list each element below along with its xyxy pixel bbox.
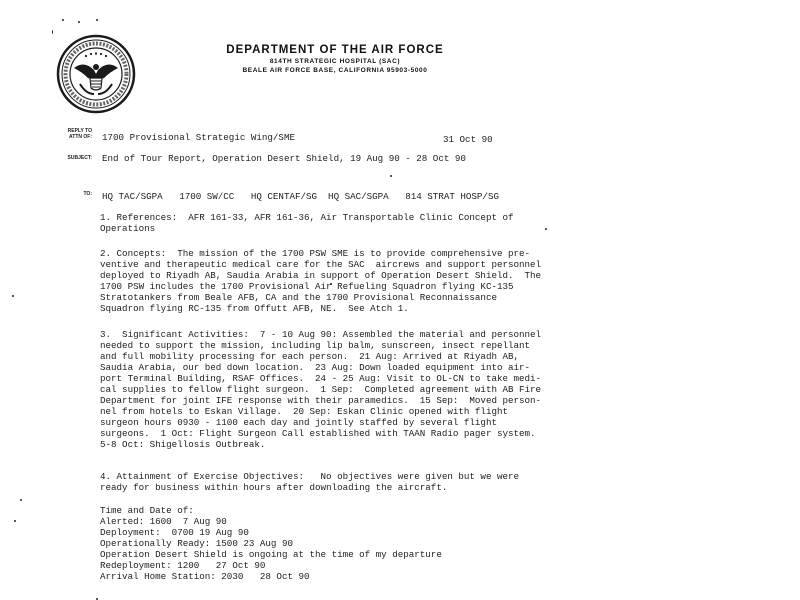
to-line: HQ TAC/SGPA 1700 SW/CC HQ CENTAF/SG HQ SAC/SGPA 814 STRAT HOSP/SG [102, 191, 499, 202]
timeline-line: Alerted: 1600 7 Aug 90 [100, 516, 227, 527]
paragraph-references [100, 212, 570, 234]
timeline-line: Operationally Ready: 1500 23 Aug 90 [100, 538, 293, 549]
paragraph-line: port Terminal Building, RSAF Offices. 24 - 25 Aug: Visit to OL-CN to take medi- [100, 373, 542, 384]
scan-speck [78, 21, 80, 23]
paragraph-line: 1700 PSW includes the 1700 Provisional Air Refueling Squadron flying KC-135 [100, 281, 514, 292]
subject-label: SUBJECT: [67, 155, 92, 161]
memo-date: 31 Oct 90 [443, 134, 493, 145]
from-line: 1700 Provisional Strategic Wing/SME [102, 132, 295, 143]
paragraph-objectives [100, 471, 570, 493]
scan-speck [62, 19, 64, 21]
letterhead-address: BEALE AIR FORCE BASE, CALIFORNIA 95903-5000 [242, 67, 428, 74]
reply-to-text: REPLY TO [67, 128, 92, 134]
paragraph-line: 3. Significant Activities: 7 - 10 Aug 90: Assembled the material and personnel [100, 329, 542, 340]
paragraph-line: cal supplies to fellow flight surgeon. 1 Sep: Completed agreement with AB Fire [100, 384, 542, 395]
paragraph-line: deployed to Riyadh AB, Saudia Arabia in support of Operation Desert Shield. The [100, 270, 542, 281]
to-label: TO: [83, 191, 92, 197]
letterhead-title: DEPARTMENT OF THE AIR FORCE [226, 44, 444, 56]
department-of-defense-seal-icon [56, 34, 136, 114]
paragraph-line: surgeon hours 0930 - 1100 each day and jointly staffed by several flight [100, 417, 497, 428]
paragraph-significant-activities [100, 329, 570, 450]
paragraph-concepts [100, 248, 570, 314]
scan-speck [52, 30, 53, 34]
paragraph-line: Operations [100, 223, 156, 234]
paragraph-line: ready for business within hours after downloading the aircraft. [100, 482, 448, 493]
scan-speck [12, 295, 14, 297]
paragraph-line: surgeons. 1 Oct: Flight Surgeon Call established with TAAN Radio pager system. [100, 428, 536, 439]
scan-speck [390, 175, 392, 177]
paragraph-line: 5-8 Oct: Shigellosis Outbreak. [100, 439, 266, 450]
paragraph-line: needed to support the mission, including lip balm, sunscreen, insect repellant [100, 340, 531, 351]
timeline-line: Operation Desert Shield is ongoing at the time of my departure [100, 549, 442, 560]
paragraph-line: Department for joint IFE response with their paramedics. 15 Sep: Moved person- [100, 395, 542, 406]
timeline-line: Deployment: 0700 19 Aug 90 [100, 527, 249, 538]
paragraph-line: Stratotankers from Beale AFB, CA and the 1700 Provisional Reconnaissance [100, 292, 497, 303]
paragraph-line: 1. References: AFR 161-33, AFR 161-36, Air Transportable Clinic Concept of [100, 212, 514, 223]
paragraph-line: 4. Attainment of Exercise Objectives: No objectives were given but we were [100, 471, 520, 482]
letterhead-unit: 814TH STRATEGIC HOSPITAL (SAC) [269, 58, 401, 65]
reply-to-label [52, 128, 92, 140]
paragraph-line: 2. Concepts: The mission of the 1700 PSW SME is to provide comprehensive pre- [100, 248, 531, 259]
scan-speck [96, 19, 98, 21]
attn-of-text: ATTN OF: [69, 134, 92, 140]
subject-line: End of Tour Report, Operation Desert Shield, 19 Aug 90 - 28 Oct 90 [102, 153, 466, 164]
timeline-line: Arrival Home Station: 2030 28 Oct 90 [100, 571, 310, 582]
scan-speck [20, 499, 22, 501]
letterhead [200, 44, 470, 74]
timeline-line: Redeployment: 1200 27 Oct 90 [100, 560, 266, 571]
paragraph-line: nel from hotels to Eskan Village. 20 Sep: Eskan Clinic opened with flight [100, 406, 508, 417]
timeline-block [100, 505, 570, 582]
paragraph-line: Squadron flying RC-135 from Offutt AFB, NE. See Atch 1. [100, 303, 409, 314]
timeline-line: Time and Date of: [100, 505, 194, 516]
paragraph-line: Saudia Arabia, our bed down location. 23 Aug: Down loaded equipment into air- [100, 362, 531, 373]
paragraph-line: ventive and therapeutic medical care for the SAC aircrews and support personnel [100, 259, 542, 270]
scan-speck [14, 520, 16, 522]
paragraph-line: and full mobility processing for each person. 21 Aug: Arrived at Riyadh AB, [100, 351, 520, 362]
